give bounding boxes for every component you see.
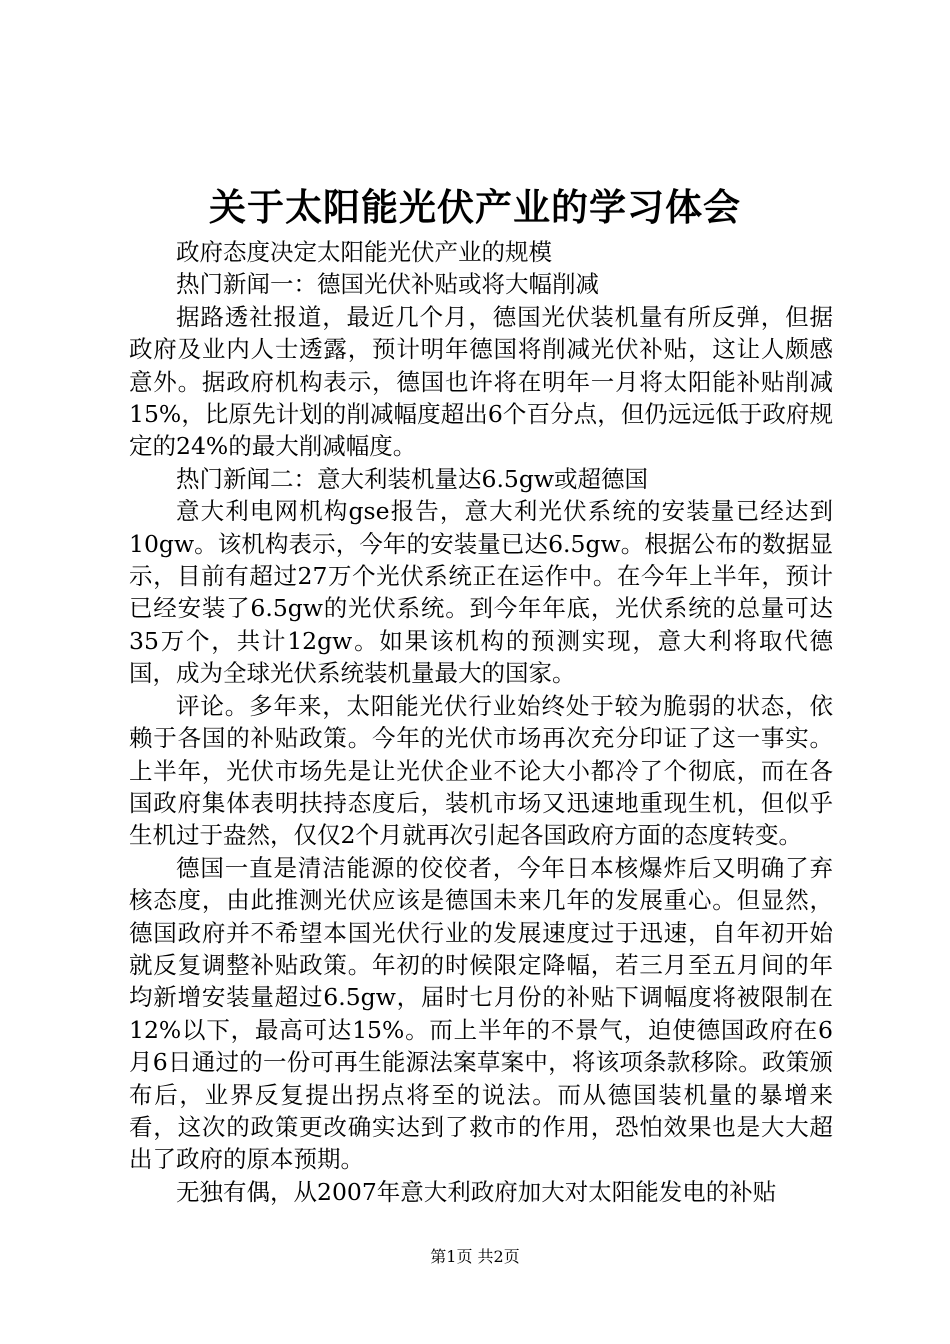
body-paragraph: 德国一直是清洁能源的佼佼者，今年日本核爆炸后又明确了弃核态度，由此推测光伏应该是德国未来几年的发展重心。但显然，德国政府并不希望本国光伏行业的发展速度过于迅速，自年初开始就反复调整补贴政策。年初的时候限定降幅，若三月至五月间的年均新增安装量超过6.5gw，届时七月份的补贴下调幅度将被限制在12%以下，最高可达15%。而上半年的不景气，迫使德国政府在6月6日通过的一份可再生能源法案草案中，将该项条款移除。政策颁布后，业界反复提出拐点将至的说法。而从德国装机量的暴增来看，这次的政策更改确实达到了救市的作用，恐怕效果也是大大超出了政府的原本预期。 [129, 853, 833, 1174]
page-footer: 第1页 共2页 [430, 1247, 520, 1266]
news-heading-one: 热门新闻一：德国光伏补贴或将大幅削减 [176, 270, 599, 299]
document-body [129, 236, 833, 1208]
body-paragraph: 评论。多年来，太阳能光伏行业始终处于较为脆弱的状态，依赖于各国的补贴政策。今年的光伏市场再次充分印证了这一事实。上半年，光伏市场先是让光伏企业不论大小都冷了个彻底，而在各国政府集体表明扶持态度后，装机市场又迅速地重现生机，但似乎生机过于盎然，仅仅2个月就再次引起各国政府方面的态度转变。 [129, 691, 833, 850]
news-heading-two: 热门新闻二：意大利装机量达6.5gw或超德国 [176, 464, 649, 493]
document-title: 关于太阳能光伏产业的学习体会 [209, 185, 741, 229]
body-paragraph: 据路透社报道，最近几个月，德国光伏装机量有所反弹，但据政府及业内人士透露，预计明年德国将削减光伏补贴，这让人颇感意外。据政府机构表示，德国也许将在明年一月将太阳能补贴削减15%，比原先计划的削减幅度超出6个百分点，但仍远远低于政府规定的24%的最大削减幅度。 [129, 302, 833, 461]
subtitle-paragraph: 政府态度决定太阳能光伏产业的规模 [176, 238, 552, 266]
body-paragraph: 意大利电网机构gse报告，意大利光伏系统的安装量已经达到10gw。该机构表示，今年的安装量已达6.5gw。根据公布的数据显示，目前有超过27万个光伏系统正在运作中。在今年上半年，预计已经安装了6.5gw的光伏系统。到今年年底，光伏系统的总量可达35万个，共计12gw。如果该机构的预测实现，意大利将取代德国，成为全球光伏系统装机量最大的国家。 [129, 497, 833, 688]
body-paragraph: 无独有偶，从2007年意大利政府加大对太阳能发电的补贴 [176, 1177, 777, 1206]
